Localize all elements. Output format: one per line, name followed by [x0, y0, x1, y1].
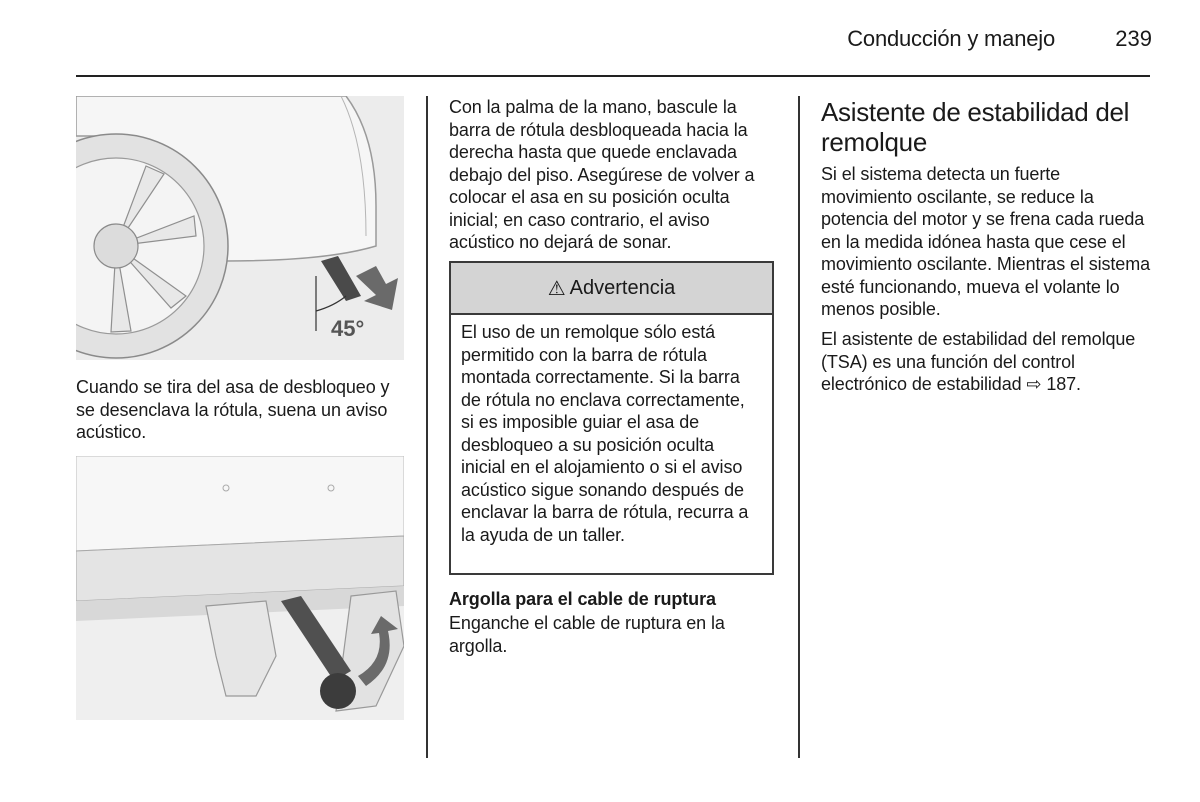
figure1-caption: Cuando se tira del asa de desbloqueo y se desenclava la rótula, suena un aviso acústico. [76, 377, 390, 442]
header-rule [76, 75, 1150, 77]
figure-towbar-underbody [76, 456, 404, 720]
column-divider-right [798, 96, 800, 758]
tsa-paragraph-2: El asistente de estabilidad del remolque (TSA) es una función del control electrónico de estabilidad ⇨ 187. [821, 329, 1136, 394]
warning-title: Advertencia [569, 276, 676, 299]
running-header-title: Conducción y manejo [847, 26, 1055, 51]
angle-label: 45° [331, 316, 365, 341]
warning-header [451, 263, 772, 315]
breakaway-cable-text: Enganche el cable de ruptura en la argolla. [449, 613, 725, 656]
warning-box [449, 261, 774, 575]
tsa-paragraph-1: Si el sistema detecta un fuerte movimiento oscilante, se reduce la potencia del motor y se frena cada rueda en la medida idónea hasta que cese el movimiento oscilante. Mientras el sistema esté funcionando, mueva el volante lo menos posible. [821, 164, 1151, 319]
breakaway-cable-heading: Argolla para el cable de ruptura [449, 589, 716, 609]
section-heading-tsa: Asistente de estabilidad del remolque [821, 97, 1130, 157]
page-number: 239 [1115, 26, 1152, 51]
warning-text: El uso de un remolque sólo está permitido con la barra de rótula montada correctamente. Si la barra de rótula no enclava correctamente, si es imposible guiar el asa de desbloqueo a su posición oculta inicial en el alojamiento o si el aviso acústico sigue sonando después de enclavar la barra de rótula, recurra a la ayuda de un taller. [461, 322, 749, 545]
figure-towbar-angle [76, 96, 404, 360]
column-divider-left [426, 96, 428, 758]
warning-triangle-icon: ⚠ [547, 277, 566, 300]
towbar-instructions: Con la palma de la mano, bascule la barra de rótula desbloqueada hacia la derecha hasta que quede enclavada debajo del piso. Asegúrese de volver a colocar el asa en su posición oculta inicial; en caso contrario, el aviso acústico no dejará de sonar. [449, 97, 755, 252]
